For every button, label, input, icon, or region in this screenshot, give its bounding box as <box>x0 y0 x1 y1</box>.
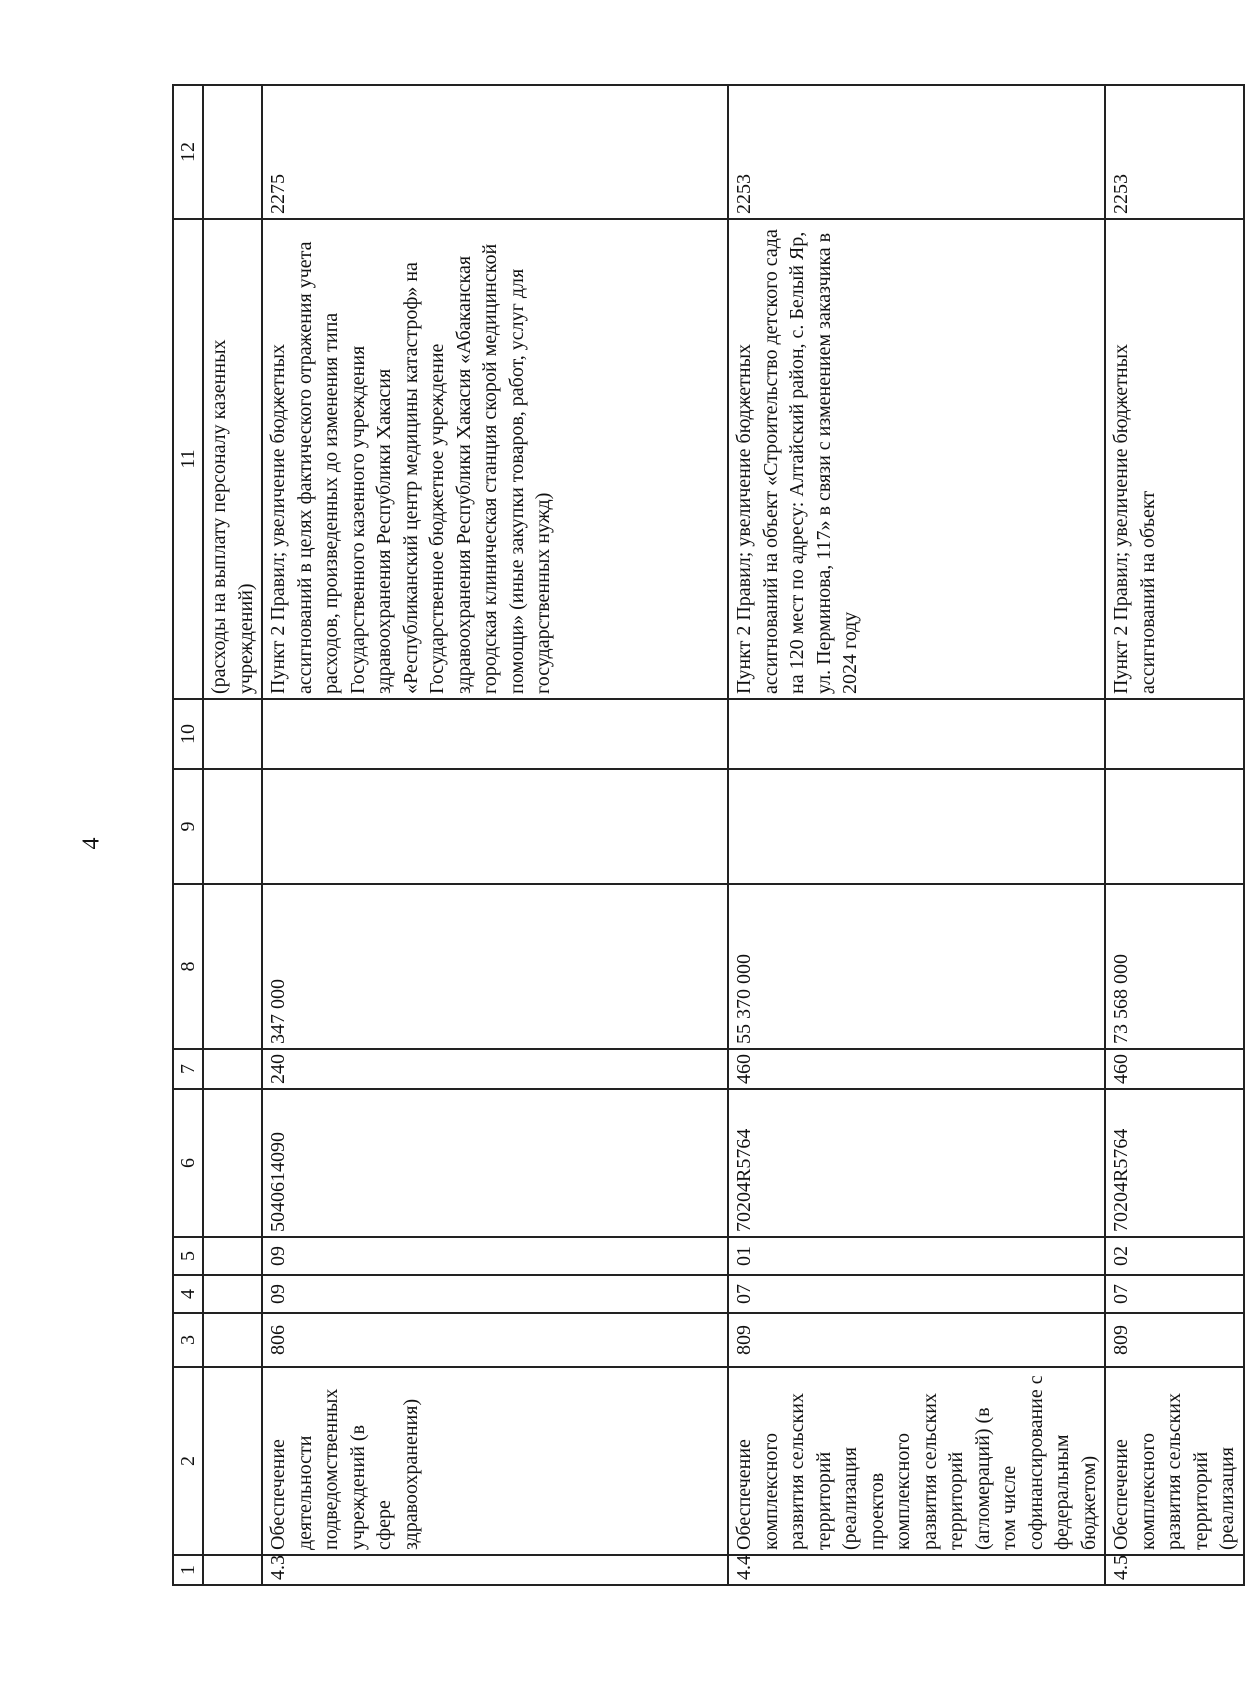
col-header: 8 <box>173 884 203 1049</box>
code-ministry: 806 <box>262 1313 728 1367</box>
page-number: 4 <box>78 837 105 850</box>
row-description: Обеспечение деятельности подведомственных учреждений (в сфере здравоохранения) <box>262 1367 728 1555</box>
table-row <box>262 85 728 1585</box>
continuation-row <box>203 85 262 1585</box>
row-number: 4.5 <box>1105 1555 1244 1585</box>
code-section: 07 <box>1105 1275 1244 1313</box>
code-ministry: 809 <box>1105 1313 1244 1367</box>
code-col12: 2275 <box>262 85 728 219</box>
code-target: 70204R5764 <box>1105 1089 1244 1237</box>
col-header: 2 <box>173 1367 203 1555</box>
col-header: 3 <box>173 1313 203 1367</box>
col-header: 7 <box>173 1049 203 1089</box>
col-header: 6 <box>173 1089 203 1237</box>
code-col12: 2253 <box>1105 85 1244 219</box>
code-expense-type: 460 <box>728 1049 1105 1089</box>
code-ministry: 809 <box>728 1313 1105 1367</box>
col-header: 11 <box>173 219 203 699</box>
budget-table <box>172 84 1245 1586</box>
code-subsection: 01 <box>728 1237 1105 1275</box>
code-expense-type: 460 <box>1105 1049 1244 1089</box>
table-row <box>1105 85 1244 1585</box>
table-row <box>728 85 1105 1585</box>
row-description: Обеспечение комплексного развития сельских территорий (реализация <box>1105 1367 1244 1555</box>
col10-value <box>262 699 728 769</box>
col-header: 1 <box>173 1555 203 1585</box>
code-section: 09 <box>262 1275 728 1313</box>
code-section: 07 <box>728 1275 1105 1313</box>
justification: Пункт 2 Правил; увеличение бюджетных ассигнований на объект «Строительство детского сада на 120 мест по адресу: Алтайский район, с. Белый Яр, ул. Перминова, 117» в связи с изменением заказчика в 2024 году <box>728 219 1105 699</box>
code-subsection: 02 <box>1105 1237 1244 1275</box>
continuation-text: (расходы на выплату персоналу казенных учреждений) <box>203 219 262 699</box>
col9-value <box>1105 769 1244 884</box>
amount: 55 370 000 <box>728 884 1105 1049</box>
code-subsection: 09 <box>262 1237 728 1275</box>
col9-value <box>262 769 728 884</box>
amount: 73 568 000 <box>1105 884 1244 1049</box>
amount: 347 000 <box>262 884 728 1049</box>
code-expense-type: 240 <box>262 1049 728 1089</box>
col-header: 10 <box>173 699 203 769</box>
code-col12: 2253 <box>728 85 1105 219</box>
code-target: 5040614090 <box>262 1089 728 1237</box>
justification: Пункт 2 Правил; увеличение бюджетных ассигнований в целях фактического отражения учета расходов, произведенных до изменения типа Государственного казенного учреждения здравоохранения Республики Хакасия «Республиканский центр медицины катастроф» на Государственное бюджетное учреждение здравоохранения Республики Хакасия «Абаканская городская клиническая станция скорой медицинской помощи» (иные закупки товаров, работ, услуг для государственных нужд) <box>262 219 728 699</box>
col9-value <box>728 769 1105 884</box>
row-number: 4.3 <box>262 1555 728 1585</box>
header-row <box>173 85 203 1585</box>
col-header: 9 <box>173 769 203 884</box>
code-target: 70204R5764 <box>728 1089 1105 1237</box>
col-header: 4 <box>173 1275 203 1313</box>
justification: Пункт 2 Правил; увеличение бюджетных ассигнований на объект <box>1105 219 1244 699</box>
col-header: 5 <box>173 1237 203 1275</box>
col-header: 12 <box>173 85 203 219</box>
col10-value <box>728 699 1105 769</box>
col10-value <box>1105 699 1244 769</box>
row-description: Обеспечение комплексного развития сельских территорий (реализация проектов комплексного развития сельских территорий (агломераций) (в том числе софинансирование с федеральным бюджетом) <box>728 1367 1105 1555</box>
rotated-sheet <box>172 86 1238 1586</box>
row-number: 4.4 <box>728 1555 1105 1585</box>
